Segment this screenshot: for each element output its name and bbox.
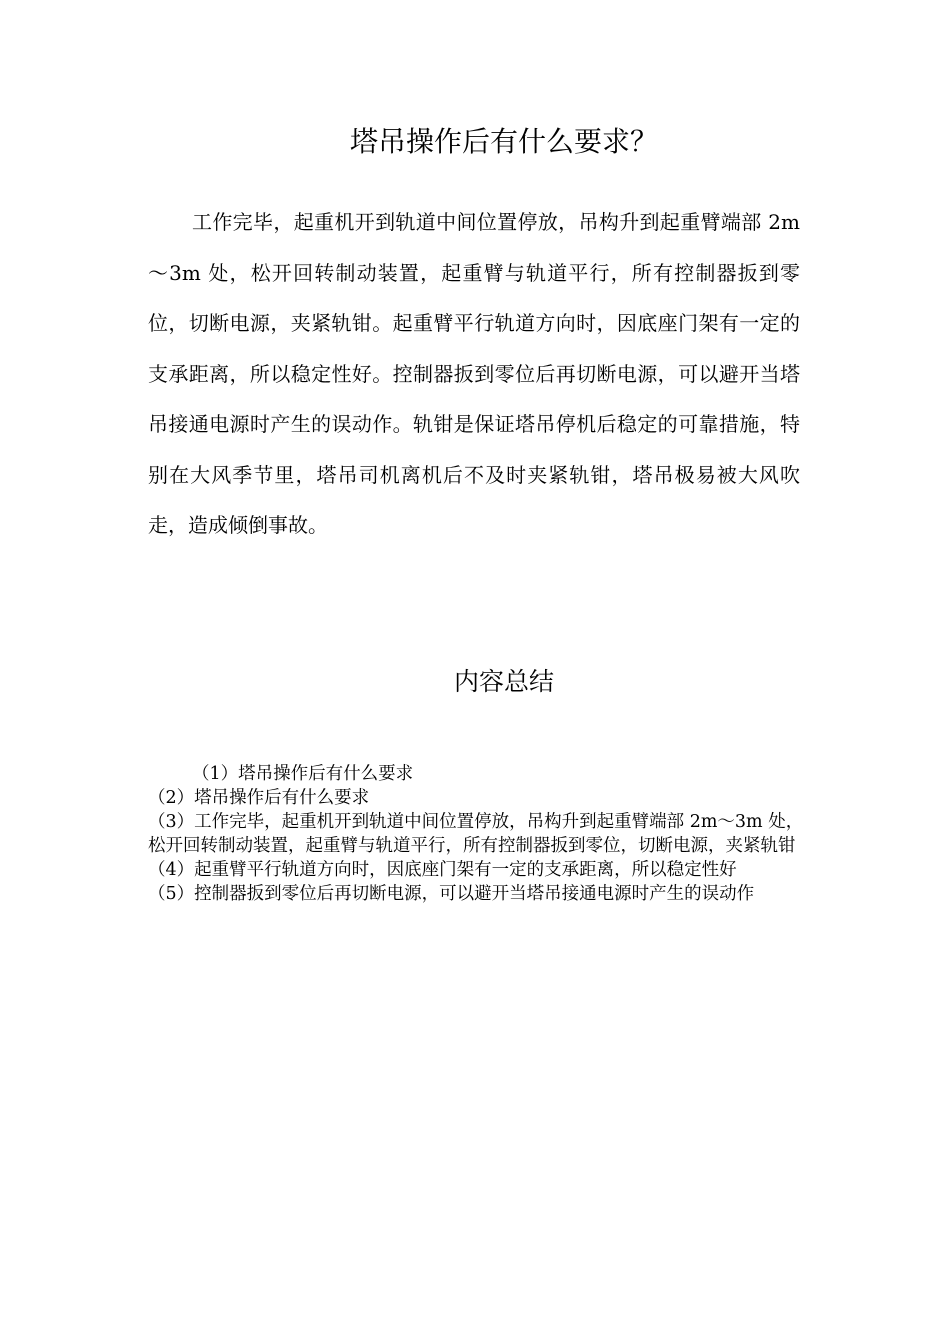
summary-item: （5）控制器扳到零位后再切断电源，可以避开当塔吊接通电源时产生的误动作	[148, 884, 755, 904]
summary-title: 内容总结	[453, 667, 554, 696]
summary-list	[148, 762, 804, 906]
document-body: 工作完毕，起重机开到轨道中间位置停放，吊构升到起重臂端部 2m～3m 处，松开回转制动装置，起重臂与轨道平行，所有控制器扳到零位，切断电源，夹紧轨钳。起重臂平行轨道方向时，因底座门架有一定的支承距离，所以稳定性好。控制器扳到零位后再切断电源，可以避开当塔吊接通电源时产生的误动作。轨钳是保证塔吊停机后稳定的可靠措施，特别在大风季节里，塔吊司机离机后不及时夹紧轨钳，塔吊极易被大风吹走，造成倾倒事故。	[148, 210, 800, 537]
summary-item: （4）起重臂平行轨道方向时，因底座门架有一定的支承距离，所以稳定性好	[148, 860, 737, 880]
summary-item: （3）工作完毕，起重机开到轨道中间位置停放，吊构升到起重臂端部 2m～3m 处，松开回转制动装置，起重臂与轨道平行，所有控制器扳到零位，切断电源，夹紧轨钳	[148, 812, 804, 856]
summary-item: （2）塔吊操作后有什么要求	[148, 788, 370, 808]
document-title: 塔吊操作后有什么要求？	[349, 125, 658, 158]
summary-item: （1）塔吊操作后有什么要求	[192, 764, 414, 784]
